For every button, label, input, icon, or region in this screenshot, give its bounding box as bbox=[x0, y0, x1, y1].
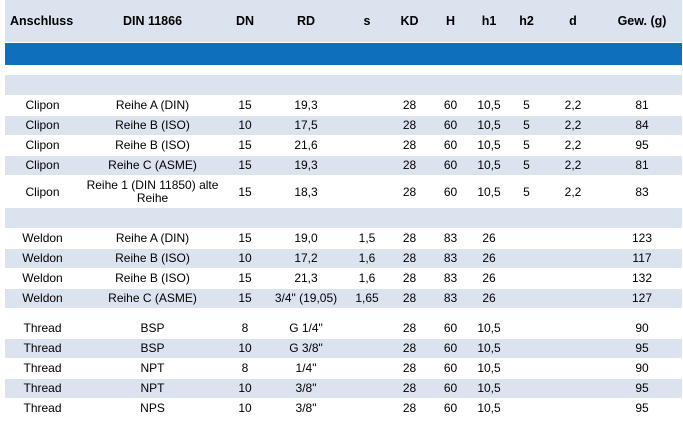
table-cell: 84 bbox=[602, 116, 682, 136]
table-row bbox=[5, 249, 682, 269]
table-cell: Clipon bbox=[5, 136, 80, 156]
table-cell bbox=[347, 116, 387, 136]
spacer-cell bbox=[5, 65, 682, 75]
table-row bbox=[5, 136, 682, 156]
table-cell bbox=[509, 269, 544, 289]
table-row bbox=[5, 319, 682, 339]
separator-cell bbox=[5, 75, 682, 96]
table-cell: 1/4" bbox=[265, 359, 347, 379]
table-cell: 15 bbox=[225, 156, 265, 176]
table-cell: 2,2 bbox=[544, 176, 602, 209]
table-cell: NPS bbox=[80, 399, 225, 419]
table-cell: 5 bbox=[509, 176, 544, 209]
table-cell bbox=[347, 379, 387, 399]
table-cell: 1,5 bbox=[347, 229, 387, 249]
table-cell: 15 bbox=[225, 269, 265, 289]
header-rd: RD bbox=[265, 0, 347, 43]
table-row bbox=[5, 156, 682, 176]
table-cell bbox=[347, 359, 387, 379]
table-cell: 28 bbox=[387, 156, 432, 176]
table-cell bbox=[347, 319, 387, 339]
table-cell: 10,5 bbox=[469, 156, 509, 176]
table-row bbox=[5, 96, 682, 116]
table-cell: 10,5 bbox=[469, 359, 509, 379]
table-cell bbox=[347, 96, 387, 116]
table-cell: Weldon bbox=[5, 249, 80, 269]
table-cell: 123 bbox=[602, 229, 682, 249]
table-cell: 19,3 bbox=[265, 96, 347, 116]
table-cell: 10,5 bbox=[469, 399, 509, 419]
table-cell: 15 bbox=[225, 96, 265, 116]
table-cell: 2,2 bbox=[544, 136, 602, 156]
table-cell: 28 bbox=[387, 116, 432, 136]
table-cell: 10 bbox=[225, 339, 265, 359]
table-cell: 2,2 bbox=[544, 96, 602, 116]
table-cell: 15 bbox=[225, 136, 265, 156]
table-cell: 5 bbox=[509, 96, 544, 116]
header-dn: DN bbox=[225, 0, 265, 43]
table-row bbox=[5, 116, 682, 136]
table-cell: 8 bbox=[225, 319, 265, 339]
table-cell: Reihe B (ISO) bbox=[80, 116, 225, 136]
table-cell: 60 bbox=[432, 156, 469, 176]
table-cell: 90 bbox=[602, 359, 682, 379]
table-cell bbox=[544, 319, 602, 339]
table-cell bbox=[544, 339, 602, 359]
table-cell: 28 bbox=[387, 96, 432, 116]
table-cell: 95 bbox=[602, 339, 682, 359]
table-cell: 17,5 bbox=[265, 116, 347, 136]
table-cell bbox=[509, 359, 544, 379]
table-cell: 28 bbox=[387, 359, 432, 379]
table-cell: 117 bbox=[602, 249, 682, 269]
table-cell: 19,3 bbox=[265, 156, 347, 176]
table-cell: BSP bbox=[80, 339, 225, 359]
table-cell: 15 bbox=[225, 289, 265, 309]
table-cell: Thread bbox=[5, 359, 80, 379]
table-cell: Reihe B (ISO) bbox=[80, 136, 225, 156]
table-cell: 2,2 bbox=[544, 116, 602, 136]
table-cell: 28 bbox=[387, 399, 432, 419]
table-cell: Clipon bbox=[5, 116, 80, 136]
table-cell: 18,3 bbox=[265, 176, 347, 209]
table-cell: 15 bbox=[225, 229, 265, 249]
table-cell: 17,2 bbox=[265, 249, 347, 269]
table-cell bbox=[544, 269, 602, 289]
table-cell bbox=[544, 379, 602, 399]
table-cell: Thread bbox=[5, 339, 80, 359]
table-cell: 60 bbox=[432, 399, 469, 419]
table-cell: 60 bbox=[432, 96, 469, 116]
header-row bbox=[5, 0, 682, 43]
table-cell: 81 bbox=[602, 156, 682, 176]
table-cell: 95 bbox=[602, 136, 682, 156]
table-cell: 10,5 bbox=[469, 319, 509, 339]
table-cell: 26 bbox=[469, 289, 509, 309]
table-cell: Thread bbox=[5, 319, 80, 339]
table-cell: G 3/8" bbox=[265, 339, 347, 359]
table-cell: 21,6 bbox=[265, 136, 347, 156]
table-cell: Clipon bbox=[5, 176, 80, 209]
header-s: s bbox=[347, 0, 387, 43]
table-cell: 60 bbox=[432, 379, 469, 399]
table-cell: 90 bbox=[602, 319, 682, 339]
table-row bbox=[5, 339, 682, 359]
table-cell: NPT bbox=[80, 359, 225, 379]
table-cell: 28 bbox=[387, 339, 432, 359]
table-cell: 3/8" bbox=[265, 379, 347, 399]
table-cell: 10 bbox=[225, 249, 265, 269]
table-row bbox=[5, 359, 682, 379]
table-row bbox=[5, 269, 682, 289]
table-cell: 5 bbox=[509, 156, 544, 176]
table-cell: 83 bbox=[432, 249, 469, 269]
table-cell bbox=[347, 136, 387, 156]
table-row bbox=[5, 176, 682, 209]
separator-cell bbox=[5, 208, 682, 229]
table-cell: 60 bbox=[432, 116, 469, 136]
header-h2: h2 bbox=[509, 0, 544, 43]
table-cell bbox=[544, 359, 602, 379]
table-cell: 10,5 bbox=[469, 116, 509, 136]
table-cell: 95 bbox=[602, 399, 682, 419]
table-cell: Weldon bbox=[5, 269, 80, 289]
table-cell: Thread bbox=[5, 379, 80, 399]
table-cell: 26 bbox=[469, 269, 509, 289]
table-cell: 28 bbox=[387, 229, 432, 249]
table-row bbox=[5, 229, 682, 249]
table-cell: 83 bbox=[602, 176, 682, 209]
table-cell: Clipon bbox=[5, 96, 80, 116]
header-din-11866: DIN 11866 bbox=[80, 0, 225, 43]
table-cell: NPT bbox=[80, 379, 225, 399]
table-cell: 10 bbox=[225, 116, 265, 136]
table-cell: 83 bbox=[432, 269, 469, 289]
table-cell: Weldon bbox=[5, 289, 80, 309]
table-row bbox=[5, 399, 682, 419]
table-cell: 60 bbox=[432, 176, 469, 209]
table-cell: 26 bbox=[469, 249, 509, 269]
table-cell bbox=[509, 399, 544, 419]
table-cell: 26 bbox=[469, 229, 509, 249]
table-cell: 15 bbox=[225, 176, 265, 209]
header-d: d bbox=[544, 0, 602, 43]
section-separator-row bbox=[5, 208, 682, 229]
spacer-row bbox=[5, 65, 682, 75]
gap-row bbox=[5, 308, 682, 319]
table-cell: 10,5 bbox=[469, 379, 509, 399]
table-cell: 60 bbox=[432, 339, 469, 359]
table-cell: 1,6 bbox=[347, 249, 387, 269]
section-separator-row bbox=[5, 75, 682, 96]
table-cell: 60 bbox=[432, 359, 469, 379]
header-h1: h1 bbox=[469, 0, 509, 43]
header-h: H bbox=[432, 0, 469, 43]
table-cell: 10,5 bbox=[469, 339, 509, 359]
table-cell: 10,5 bbox=[469, 176, 509, 209]
table-cell: 19,0 bbox=[265, 229, 347, 249]
table-cell: 83 bbox=[432, 229, 469, 249]
table-cell bbox=[544, 399, 602, 419]
table-cell bbox=[544, 289, 602, 309]
table-cell: 81 bbox=[602, 96, 682, 116]
table-cell: 1,6 bbox=[347, 269, 387, 289]
table-cell: 28 bbox=[387, 249, 432, 269]
table-cell: 10,5 bbox=[469, 96, 509, 116]
table-cell bbox=[509, 229, 544, 249]
table-cell: Reihe C (ASME) bbox=[80, 289, 225, 309]
table-cell bbox=[347, 399, 387, 419]
table-cell: 127 bbox=[602, 289, 682, 309]
table-cell bbox=[509, 339, 544, 359]
table-cell bbox=[347, 156, 387, 176]
table-cell: Thread bbox=[5, 399, 80, 419]
table-cell: G 1/4" bbox=[265, 319, 347, 339]
table-cell: 28 bbox=[387, 136, 432, 156]
gap-cell bbox=[5, 308, 682, 319]
table-cell bbox=[544, 249, 602, 269]
table-cell: 2,2 bbox=[544, 156, 602, 176]
table-cell: 21,3 bbox=[265, 269, 347, 289]
table-cell bbox=[509, 319, 544, 339]
table-cell: 5 bbox=[509, 136, 544, 156]
table-cell bbox=[347, 339, 387, 359]
table-cell: 28 bbox=[387, 379, 432, 399]
table-cell: 10 bbox=[225, 379, 265, 399]
table-cell: 10,5 bbox=[469, 136, 509, 156]
table-cell: 132 bbox=[602, 269, 682, 289]
table-cell: 28 bbox=[387, 289, 432, 309]
dimensions-table bbox=[5, 0, 682, 418]
table-cell: 3/8" bbox=[265, 399, 347, 419]
table-cell bbox=[347, 176, 387, 209]
table-cell: 83 bbox=[432, 289, 469, 309]
table-cell: Reihe C (ASME) bbox=[80, 156, 225, 176]
table-cell: 95 bbox=[602, 379, 682, 399]
table-cell: 10 bbox=[225, 399, 265, 419]
table-cell: 5 bbox=[509, 116, 544, 136]
table-cell: 60 bbox=[432, 319, 469, 339]
table-cell: 28 bbox=[387, 176, 432, 209]
table-cell: Weldon bbox=[5, 229, 80, 249]
table-cell: 1,65 bbox=[347, 289, 387, 309]
header-anschluss: Anschluss bbox=[5, 0, 80, 43]
table-row bbox=[5, 289, 682, 309]
table-cell: 28 bbox=[387, 319, 432, 339]
header-kd: KD bbox=[387, 0, 432, 43]
table-cell bbox=[509, 379, 544, 399]
table-row bbox=[5, 379, 682, 399]
table-cell: BSP bbox=[80, 319, 225, 339]
table-cell: 28 bbox=[387, 269, 432, 289]
blue-band-cell bbox=[5, 43, 682, 66]
table-cell: Reihe A (DIN) bbox=[80, 229, 225, 249]
table-cell: 3/4" (19,05) bbox=[265, 289, 347, 309]
table-cell: 8 bbox=[225, 359, 265, 379]
table-cell bbox=[509, 249, 544, 269]
table-cell: Clipon bbox=[5, 156, 80, 176]
header-gewicht: Gew. (g) bbox=[602, 0, 682, 43]
table-cell: 60 bbox=[432, 136, 469, 156]
table-cell: Reihe A (DIN) bbox=[80, 96, 225, 116]
table-cell bbox=[544, 229, 602, 249]
table-cell: Reihe B (ISO) bbox=[80, 249, 225, 269]
table-cell bbox=[509, 289, 544, 309]
blue-band bbox=[5, 43, 682, 66]
table-cell: Reihe B (ISO) bbox=[80, 269, 225, 289]
table-cell: Reihe 1 (DIN 11850) alte Reihe bbox=[80, 176, 225, 209]
